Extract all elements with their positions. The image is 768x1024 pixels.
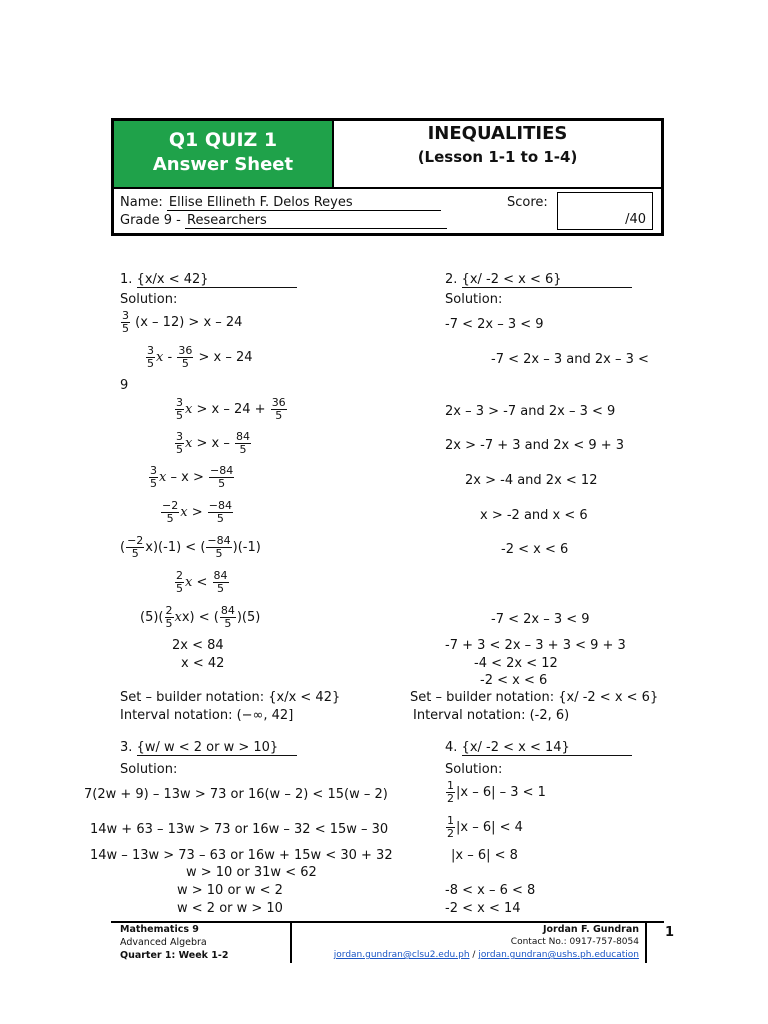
footer-subject: Mathematics 9 xyxy=(120,924,199,935)
fraction: $\frac{3}{5}$ xyxy=(176,396,183,422)
problem-3-number: 3. xyxy=(120,740,133,755)
footer-emails: jordan.gundran@clsu2.edu.ph / jordan.gundran@ushs.ph.education xyxy=(333,950,639,960)
footer-course: Advanced Algebra xyxy=(120,937,207,948)
p4-step-2: $\frac{1}{2}$ |x – 6| < 4 xyxy=(447,814,523,840)
p2-step-7: -2 < x < 6 xyxy=(501,542,569,557)
fraction: $\frac{84}{5}$ xyxy=(235,430,250,456)
fraction: $\frac{2}{5}$ xyxy=(165,604,173,630)
fraction: $\frac{84}{5}$ xyxy=(213,569,228,595)
p2-step-8: -7 < 2x – 3 < 9 xyxy=(491,612,590,627)
quiz-title-block xyxy=(114,121,334,187)
fraction: $\frac{3}{5}$ xyxy=(176,430,183,456)
grade-label: Grade 9 - xyxy=(120,213,181,228)
p2-step-11: -2 < x < 6 xyxy=(480,673,548,688)
email-link-2[interactable]: jordan.gundran@ushs.ph.education xyxy=(478,950,639,960)
footer-column-divider xyxy=(645,921,647,963)
problem-4-solution-label: Solution: xyxy=(445,762,503,777)
grade-row xyxy=(120,213,447,229)
fraction: $\frac{1}{2}$ xyxy=(447,779,454,805)
p1-step-6: $\frac{-2}{5}$ x > $\frac{-84}{5}$ xyxy=(162,499,232,525)
footer-divider xyxy=(111,921,664,923)
problem-2-answer: {x/ -2 < x < 6} xyxy=(462,272,632,288)
name-row xyxy=(120,195,441,211)
p4-step-5: -2 < x < 14 xyxy=(445,901,521,916)
problem-3-solution-label: Solution: xyxy=(120,762,178,777)
header-divider xyxy=(114,187,661,189)
footer-author: Jordan F. Gundran xyxy=(542,924,639,935)
p3-step-3: 14w – 13w > 73 – 63 or 16w + 15w < 30 + 32 xyxy=(90,848,393,863)
fraction: $\frac{36}{5}$ xyxy=(271,396,286,422)
fraction: $\frac{-2}{5}$ xyxy=(127,534,144,560)
p3-step-5: w > 10 or w < 2 xyxy=(177,883,283,898)
page-number: 1 xyxy=(665,925,675,940)
p3-step-6: w < 2 or w > 10 xyxy=(177,901,283,916)
problem-2-answer-line xyxy=(445,272,632,288)
footer-column-divider xyxy=(290,921,292,963)
p1-setbuilder: Set – builder notation: {x/x < 42} xyxy=(120,690,341,705)
p3-step-4: w > 10 or 31w < 62 xyxy=(186,865,317,880)
fraction: $\frac{-84}{5}$ xyxy=(207,534,231,560)
problem-1-number: 1. xyxy=(120,272,133,287)
p1-step-11: x < 42 xyxy=(181,656,225,671)
p1-step-10: 2x < 84 xyxy=(172,638,224,653)
problem-2-number: 2. xyxy=(445,272,458,287)
fraction: $\frac{3}{5}$ xyxy=(147,344,154,370)
score-label: Score: xyxy=(507,195,548,210)
footer-contact: Contact No.: 0917-757-8054 xyxy=(510,937,639,947)
p1-step-7: ( $\frac{-2}{5}$ x)(-1) < ( $\frac{-84}{5}$ )(-1) xyxy=(120,534,261,560)
fraction: $\frac{36}{5}$ xyxy=(178,344,193,370)
score-box xyxy=(557,192,653,230)
p3-step-2: 14w + 63 – 13w > 73 or 16w – 32 < 15w – 30 xyxy=(90,822,389,837)
p4-step-3: |x – 6| < 8 xyxy=(451,848,518,863)
score-total: /40 xyxy=(625,212,646,227)
fraction: $\frac{-2}{5}$ xyxy=(162,499,179,525)
fraction: $\frac{1}{2}$ xyxy=(447,814,454,840)
fraction: $\frac{84}{5}$ xyxy=(220,604,235,630)
grade-value: Researchers xyxy=(185,213,447,229)
fraction: $\frac{3}{5}$ xyxy=(122,309,129,335)
p2-step-5: 2x > -4 and 2x < 12 xyxy=(465,473,598,488)
problem-4-number: 4. xyxy=(445,740,458,755)
p1-step-2-wrap: 9 xyxy=(120,378,129,393)
p4-step-1: $\frac{1}{2}$ |x – 6| – 3 < 1 xyxy=(447,779,546,805)
name-label: Name: xyxy=(120,195,163,210)
problem-1-answer: {x/x < 42} xyxy=(137,272,297,288)
problem-2-solution-label: Solution: xyxy=(445,292,503,307)
quiz-title: Q1 QUIZ 1 xyxy=(168,129,278,151)
topic-title: INEQUALITIES xyxy=(427,123,568,144)
p2-setbuilder: Set – builder notation: {x/ -2 < x < 6} xyxy=(410,690,659,705)
topic-subtitle: (Lesson 1-1 to 1-4) xyxy=(417,148,578,166)
p1-step-1: $\frac{3}{5}$ (x – 12) > x – 24 xyxy=(122,309,243,335)
p3-step-1: 7(2w + 9) – 13w > 73 or 16(w – 2) < 15(w – 2) xyxy=(84,787,388,802)
footer-quarter: Quarter 1: Week 1-2 xyxy=(120,950,229,961)
fraction: $\frac{2}{5}$ xyxy=(176,569,183,595)
problem-3-answer-line xyxy=(120,740,297,756)
p2-step-10: -4 < 2x < 12 xyxy=(474,656,558,671)
p1-step-8: $\frac{2}{5}$ x < $\frac{84}{5}$ xyxy=(176,569,228,595)
p2-step-9: -7 + 3 < 2x – 3 + 3 < 9 + 3 xyxy=(445,638,626,653)
p1-interval: Interval notation: (−∞, 42] xyxy=(120,708,294,723)
problem-1-answer-line xyxy=(120,272,297,288)
problem-3-answer: {w/ w < 2 or w > 10} xyxy=(137,740,297,756)
p4-step-4: -8 < x – 6 < 8 xyxy=(445,883,536,898)
name-value: Ellise Ellineth F. Delos Reyes xyxy=(167,195,441,211)
p2-interval: Interval notation: (-2, 6) xyxy=(413,708,570,723)
p2-step-2: -7 < 2x – 3 and 2x – 3 < xyxy=(491,352,649,367)
p1-step-3: $\frac{3}{5}$ x > x – 24 + $\frac{36}{5}$ xyxy=(176,396,286,422)
quiz-subtitle: Answer Sheet xyxy=(152,154,294,175)
header-box xyxy=(111,118,664,236)
p2-step-6: x > -2 and x < 6 xyxy=(480,508,588,523)
p1-step-2: $\frac{3}{5}$ x - $\frac{36}{5}$ > x – 24 xyxy=(147,344,253,370)
p2-step-3: 2x – 3 > -7 and 2x – 3 < 9 xyxy=(445,404,616,419)
fraction: $\frac{-84}{5}$ xyxy=(209,464,234,490)
p1-step-9: (5)( $\frac{2}{5}$ xx) < ( $\frac{84}{5}$ )(5) xyxy=(140,604,261,630)
problem-1-solution-label: Solution: xyxy=(120,292,178,307)
problem-4-answer: {x/ -2 < x < 14} xyxy=(462,740,632,756)
fraction: $\frac{3}{5}$ xyxy=(150,464,157,490)
fraction: $\frac{-84}{5}$ xyxy=(208,499,232,525)
email-link-1[interactable]: jordan.gundran@clsu2.edu.ph xyxy=(333,950,470,960)
p1-step-5: $\frac{3}{5}$ x – x > $\frac{-84}{5}$ xyxy=(150,464,234,490)
p2-step-1: -7 < 2x – 3 < 9 xyxy=(445,317,544,332)
p2-step-4: 2x > -7 + 3 and 2x < 9 + 3 xyxy=(445,438,625,453)
problem-4-answer-line xyxy=(445,740,632,756)
p1-step-4: $\frac{3}{5}$ x > x – $\frac{84}{5}$ xyxy=(176,430,250,456)
